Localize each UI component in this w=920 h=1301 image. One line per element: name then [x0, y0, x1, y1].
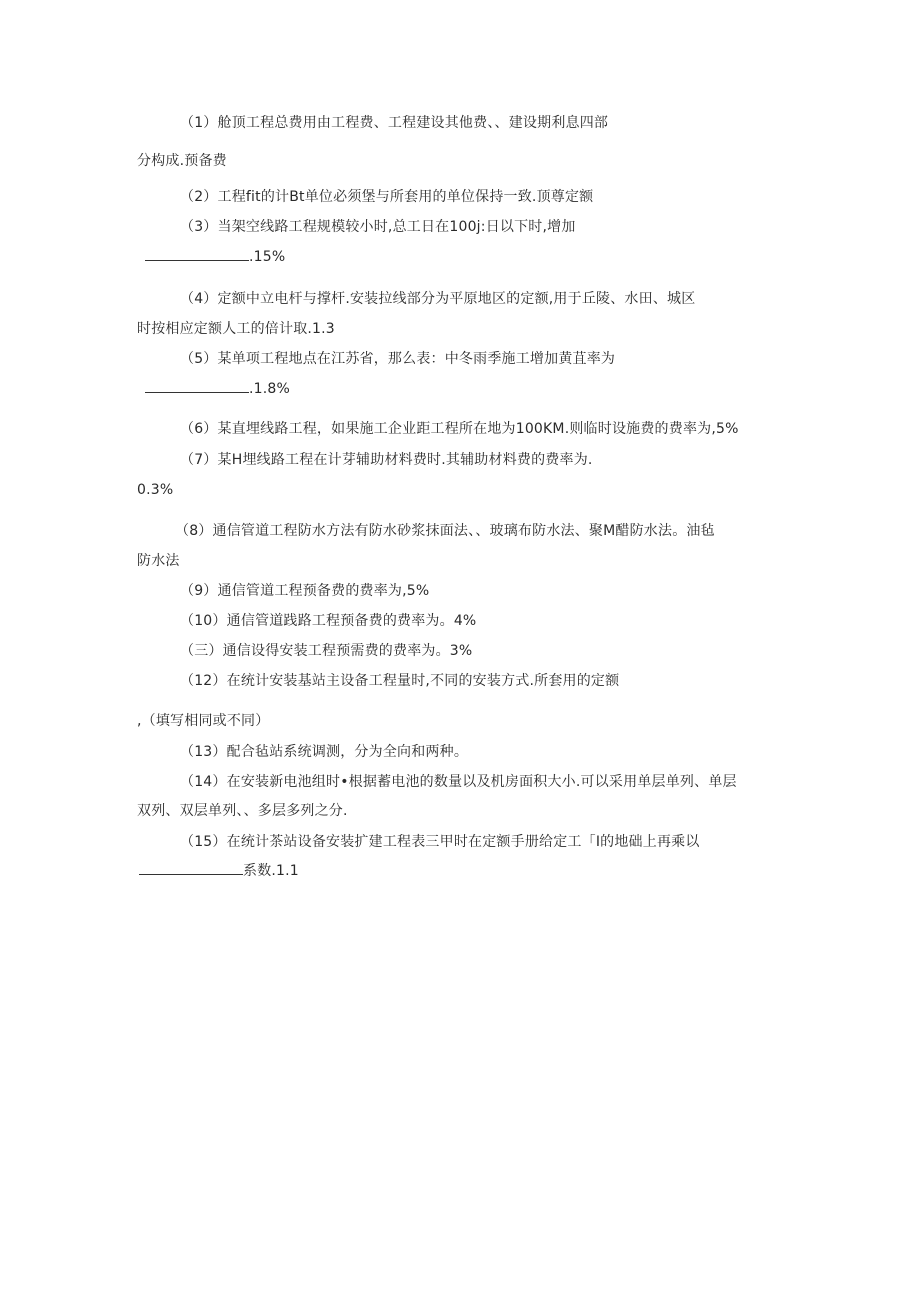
- item-text: 通信管道践路工程预备费的费率为。4%: [226, 613, 477, 629]
- item-number: （3）: [180, 219, 218, 235]
- item-text: 在统计茶站设备安装扩建工程表三甲时在定额手册给定工「I的地础上再乘以: [226, 834, 700, 850]
- item-text: 双列、双层单列、、多层多列之分.: [137, 803, 348, 819]
- item-text: 时按相应定额人工的倍计取.1.3: [137, 321, 335, 337]
- item-number: （12）: [180, 673, 227, 689]
- item-6-line-1: [180, 420, 739, 438]
- item-2-line-1: [180, 188, 593, 206]
- item-text: 在统计安装基站主设备工程量时,不同的安装方式.所套用的定额: [226, 673, 620, 689]
- item-11-line-1: [180, 642, 472, 660]
- item-number: （2）: [180, 189, 218, 205]
- item-1-line-1: [180, 114, 608, 132]
- item-text: 某单项工程地点在江苏省，那么表：中冬雨季施工增加黄苴率为: [217, 351, 616, 367]
- item-text: 某直埋线路工程，如果施工企业距工程所在地为100KM.则临时设施费的费率为,5%: [217, 421, 739, 437]
- item-12-line-2: [137, 712, 269, 730]
- item-text: 通信管道工程预备费的费率为,5%: [217, 583, 430, 599]
- item-4-line-1: [180, 290, 695, 308]
- item-number: （15）: [180, 834, 227, 850]
- item-13-line-1: [180, 743, 468, 761]
- item-8-line-2: [137, 552, 180, 570]
- item-text: 分构成.预备费: [137, 153, 227, 169]
- item-number: （1）: [180, 115, 218, 131]
- item-number: （13）: [180, 744, 227, 760]
- item-text: 通信管道工程防水方法有防水砂浆抹面法、、玻璃布防水法、聚M醋防水法。油毡: [212, 523, 715, 539]
- item-text: 0.3%: [137, 482, 174, 498]
- item-text: ,（填写相同或不同）: [137, 713, 270, 729]
- item-text: 在安装新电池组时•根据蓄电池的数量以及机房面积大小.可以采用单层单列、单层: [226, 774, 737, 790]
- item-number: （6）: [180, 421, 218, 437]
- item-text: 当架空线路工程规模较小时,总工日在100j:日以下时,增加: [217, 219, 576, 235]
- item-number: （4）: [180, 291, 218, 307]
- item-text: 防水法: [137, 553, 180, 569]
- item-text: .1.8%: [249, 381, 291, 397]
- item-9-line-1: [180, 582, 429, 600]
- item-text: 通信设得安装工程预需费的费率为。3%: [222, 643, 473, 659]
- item-number: （三）: [180, 643, 223, 659]
- item-text: 定额中立电杆与撑杆.安装拉线部分为平原地区的定额,用于丘陵、水田、城区: [217, 291, 696, 307]
- item-number: （5）: [180, 351, 218, 367]
- item-number: （7）: [180, 452, 218, 468]
- item-5-line-1: [180, 350, 615, 368]
- fill-blank: [145, 248, 249, 261]
- fill-blank: [145, 380, 249, 393]
- item-8-line-1: [175, 522, 715, 540]
- item-7-line-1: [180, 451, 593, 469]
- item-15-line-2: [139, 862, 299, 880]
- item-number: （14）: [180, 774, 227, 790]
- item-number: （9）: [180, 583, 218, 599]
- item-1-line-2: [137, 152, 227, 170]
- item-15-line-1: [180, 833, 700, 851]
- item-4-line-2: [137, 320, 335, 338]
- item-number: （8）: [175, 523, 213, 539]
- item-14-line-1: [180, 773, 737, 791]
- item-text: 配合毡站系统调测，分为全向和两种。: [226, 744, 469, 760]
- item-text: 工程fit的计Bt单位必须堡与所套用的单位保持一致.顶尊定额: [217, 189, 594, 205]
- item-number: （10）: [180, 613, 227, 629]
- item-text: 舱顶工程总费用由工程费、工程建设其他费、、建设期利息四部: [217, 115, 609, 131]
- item-5-line-2: [145, 380, 290, 398]
- item-text: 某H埋线路工程在计芽辅助材料费时.其辅助材料费的费率为.: [217, 452, 593, 468]
- item-10-line-1: [180, 612, 476, 630]
- item-14-line-2: [137, 802, 348, 820]
- item-3-line-2: [145, 248, 285, 266]
- item-3-line-1: [180, 218, 576, 236]
- fill-blank: [139, 862, 243, 875]
- item-7-line-2: [137, 481, 173, 499]
- item-text: .15%: [249, 249, 286, 265]
- item-12-line-1: [180, 672, 619, 690]
- item-text: 系数.1.1: [243, 863, 299, 879]
